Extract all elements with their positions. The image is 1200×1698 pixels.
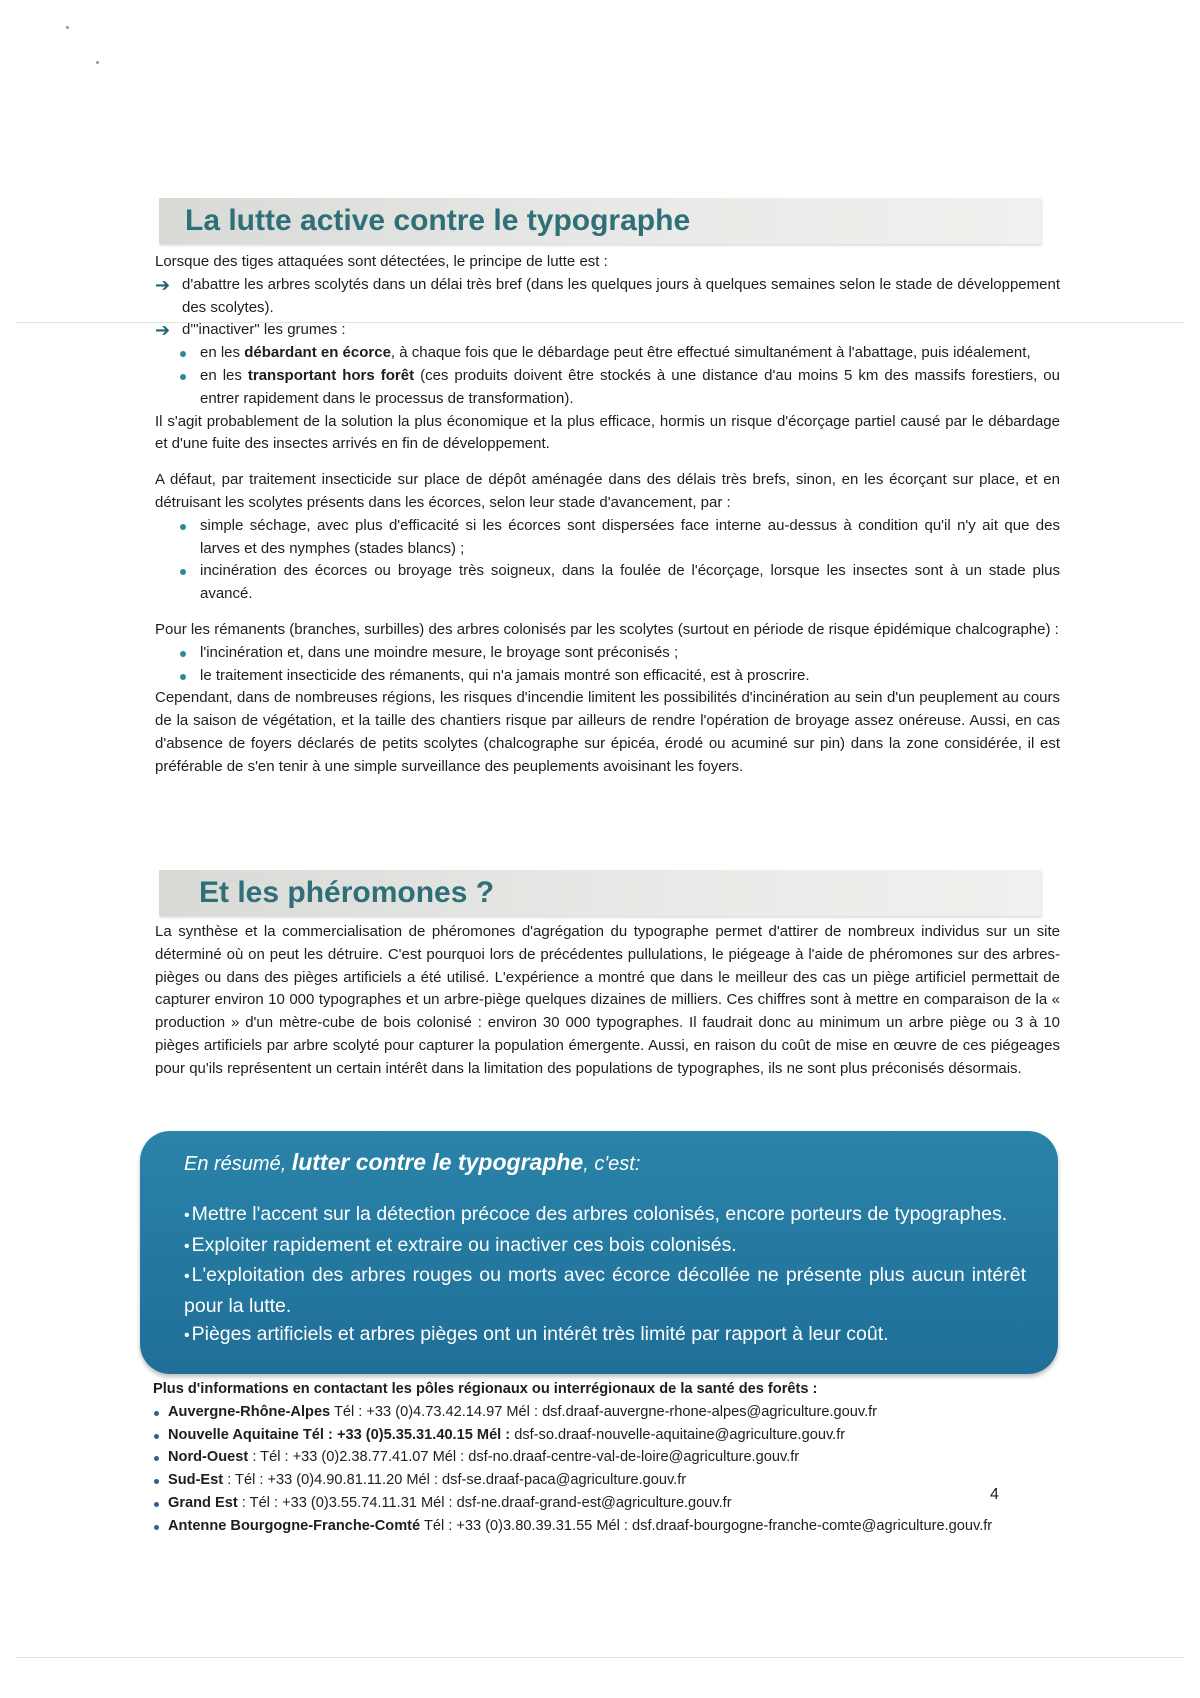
solution-paragraph: Il s'agit probablement de la solution la plus économique et la plus efficace, hormis un risque d'écorçage partiel causé par le débardage et d'une fuite des insectes arrivés en fin de développement. <box>155 412 1060 453</box>
arrow-item-text: d'"inactiver" les grumes : <box>182 321 346 339</box>
section-title-bar-lutte <box>159 198 1041 244</box>
email-link[interactable]: dsf.draaf-bourgogne-franche-comte@agriculture.gouv.fr <box>632 1517 993 1534</box>
list-item: l'incinération et, dans une moindre mesure, le broyage sont préconisés ; <box>175 642 1060 665</box>
list-item: simple séchage, avec plus d'efficacité si les écorces sont dispersées face interne au-dessus à condition qu'il n'y ait que des larves et des nymphes (stades blancs) ; <box>175 515 1060 561</box>
list-item: en les transportant hors forêt (ces produits doivent être stockés à une distance d'au moins 5 km des massifs forestiers, ou entrer rapidement dans le processus de transformation). <box>175 365 1060 411</box>
arrow-icon: ➔ <box>155 274 171 295</box>
bullet-icon: • <box>184 1327 190 1344</box>
scan-speck <box>66 26 69 29</box>
email-link[interactable]: dsf-so.draaf-nouvelle-aquitaine@agriculture.gouv.fr <box>514 1426 846 1443</box>
section-title-bar-pheromones <box>159 870 1041 916</box>
arrow-icon: ➔ <box>155 320 171 341</box>
email-link[interactable]: dsf.draaf-auvergne-rhone-alpes@agriculture.gouv.fr <box>542 1403 878 1420</box>
contacts-block <box>153 1378 1053 1538</box>
summary-box <box>140 1131 1058 1374</box>
section-title-lutte: La lutte active contre le typographe <box>185 204 691 237</box>
page-number: 4 <box>990 1486 999 1503</box>
arrow-item-abattre <box>155 274 1060 320</box>
section-lutte-body <box>155 251 1060 779</box>
email-link[interactable]: dsf-ne.draaf-grand-est@agriculture.gouv.fr <box>456 1494 732 1511</box>
list-item: incinération des écorces ou broyage très soigneux, dans la foulée de l'écorçage, lorsque les insectes sont à un stade plus avancé. <box>175 560 1060 606</box>
summary-list <box>184 1200 1026 1351</box>
contacts-heading: Plus d'informations en contactant les pôles régionaux ou interrégionaux de la santé des forêts : <box>153 1381 818 1397</box>
section-pheromones-body <box>155 921 1060 1081</box>
list-item: le traitement insecticide des rémanents, qui n'a jamais montré son efficacité, est à proscrire. <box>175 665 1060 688</box>
cependant-paragraph: Cependant, dans de nombreuses régions, les risques d'incendie limitent les possibilités d'incinération au sein d'un peuplement au cours de la saison de végétation, et la taille des chantiers risque par ailleurs de rendre l'opération de broyage assez onéreuse. Aussi, en cas d'absence de foyers déclarés de petits scolytes (chalcographe sur épicéa, érodé ou acuminé sur pin) dans la zone considérée, il est préférable de s'en tenir à une simple surveillance des peuplements avoisinant les foyers. <box>155 689 1060 775</box>
remanents-bullet-list <box>155 642 1060 688</box>
pheromones-paragraph: La synthèse et la commercialisation de phéromones d'agrégation du typographe permet d'attirer de nombreux individus sur un site déterminé où on peut les détruire. C'est pourquoi lors de précédentes pullulations, le piégeage à l'aide de phéromones sur des arbres-pièges ou dans des pièges artificiels a été utilisé. L'expérience a montré que dans le meilleur des cas un piège artificiel permettait de capturer environ 10 000 typographes et un arbre-piège quelques dizaines de milliers. Ces chiffres sont à mettre en comparaison de la « production » d'un mètre-cube de bois colonisé : environ 30 000 typographes. Il faudrait donc au minimum un arbre piège ou 3 à 10 pièges artificiels par arbre scolyté pour capturer la population émergente. Aussi, en raison du coût de mise en œuvre de ces piégeages pour qu'ils représentent un certain intérêt dans la limitation des populations de typographes, ils ne sont plus préconisés désormais. <box>155 923 1060 1077</box>
summary-item: • Mettre l'accent sur la détection précoce des arbres colonisés, encore porteurs de typographes. <box>184 1203 1008 1225</box>
email-link[interactable]: dsf-no.draaf-centre-val-de-loire@agriculture.gouv.fr <box>468 1449 800 1466</box>
arrow-item-text: d'abattre les arbres scolytés dans un délai très bref (dans les quelques jours à quelques semaines selon le stade de développement des scolytes). <box>182 275 1060 316</box>
contact-item: Nord-Ouest : Tél : +33 (0)2.38.77.41.07 Mél : dsf-no.draaf-centre-val-de-loire@agriculture.gouv.fr <box>153 1446 1053 1469</box>
scan-fold-line <box>15 1657 1185 1658</box>
remanents-paragraph: Pour les rémanents (branches, surbilles) des arbres colonisés par les scolytes (surtout en période de risque épidémique chalcographe) : <box>155 620 1059 638</box>
summary-heading: En résumé, lutter contre le typographe, c'est: <box>184 1149 641 1175</box>
arrow-item-inactiver <box>155 319 1060 342</box>
summary-item: • Pièges artificiels et arbres pièges ont un intérêt très limité par rapport à leur coût. <box>184 1323 889 1345</box>
summary-item: • L'exploitation des arbres rouges ou morts avec écorce décollée ne présente plus aucun intérêt pour la lutte. <box>184 1264 1026 1317</box>
scan-speck <box>96 61 99 64</box>
defaut-bullet-list <box>155 515 1060 606</box>
contact-item: Sud-Est : Tél : +33 (0)4.90.81.11.20 Mél : dsf-se.draaf-paca@agriculture.gouv.fr <box>153 1469 1053 1492</box>
inactiver-bullet-list <box>155 342 1060 410</box>
bullet-icon: • <box>184 1207 190 1224</box>
section-title-pheromones: Et les phéromones ? <box>199 876 495 909</box>
intro-paragraph: Lorsque des tiges attaquées sont détectées, le principe de lutte est : <box>155 253 608 270</box>
bullet-icon: • <box>184 1237 190 1255</box>
contacts-list <box>153 1401 1053 1538</box>
list-item: en les débardant en écorce, à chaque fois que le débardage peut être effectué simultanément à l'abattage, puis idéalement, <box>175 342 1060 365</box>
contact-item: Antenne Bourgogne-Franche-Comté Tél : +33 (0)3.80.39.31.55 Mél : dsf.draaf-bourgogne-franche-comte@agriculture.gouv.fr <box>153 1515 1053 1538</box>
bullet-icon: • <box>184 1268 190 1285</box>
summary-item: • Exploiter rapidement et extraire ou inactiver ces bois colonisés. <box>184 1233 737 1256</box>
contact-item: Auvergne-Rhône-Alpes Tél : +33 (0)4.73.42.14.97 Mél : dsf.draaf-auvergne-rhone-alpes@agriculture.gouv.fr <box>153 1401 1053 1424</box>
contact-item: Grand Est : Tél : +33 (0)3.55.74.11.31 Mél : dsf-ne.draaf-grand-est@agriculture.gouv.fr <box>153 1492 1053 1515</box>
contact-item: Nouvelle Aquitaine Tél : +33 (0)5.35.31.40.15 Mél : dsf-so.draaf-nouvelle-aquitaine@agriculture.gouv.fr <box>153 1424 1053 1447</box>
email-link[interactable]: dsf-se.draaf-paca@agriculture.gouv.fr <box>442 1472 687 1489</box>
defaut-paragraph: A défaut, par traitement insecticide sur place de dépôt aménagée dans des délais très brefs, sinon, en les écorçant sur place, et en détruisant les scolytes présents dans les écorces, selon leur stade d'avancement, par : <box>155 471 1060 511</box>
